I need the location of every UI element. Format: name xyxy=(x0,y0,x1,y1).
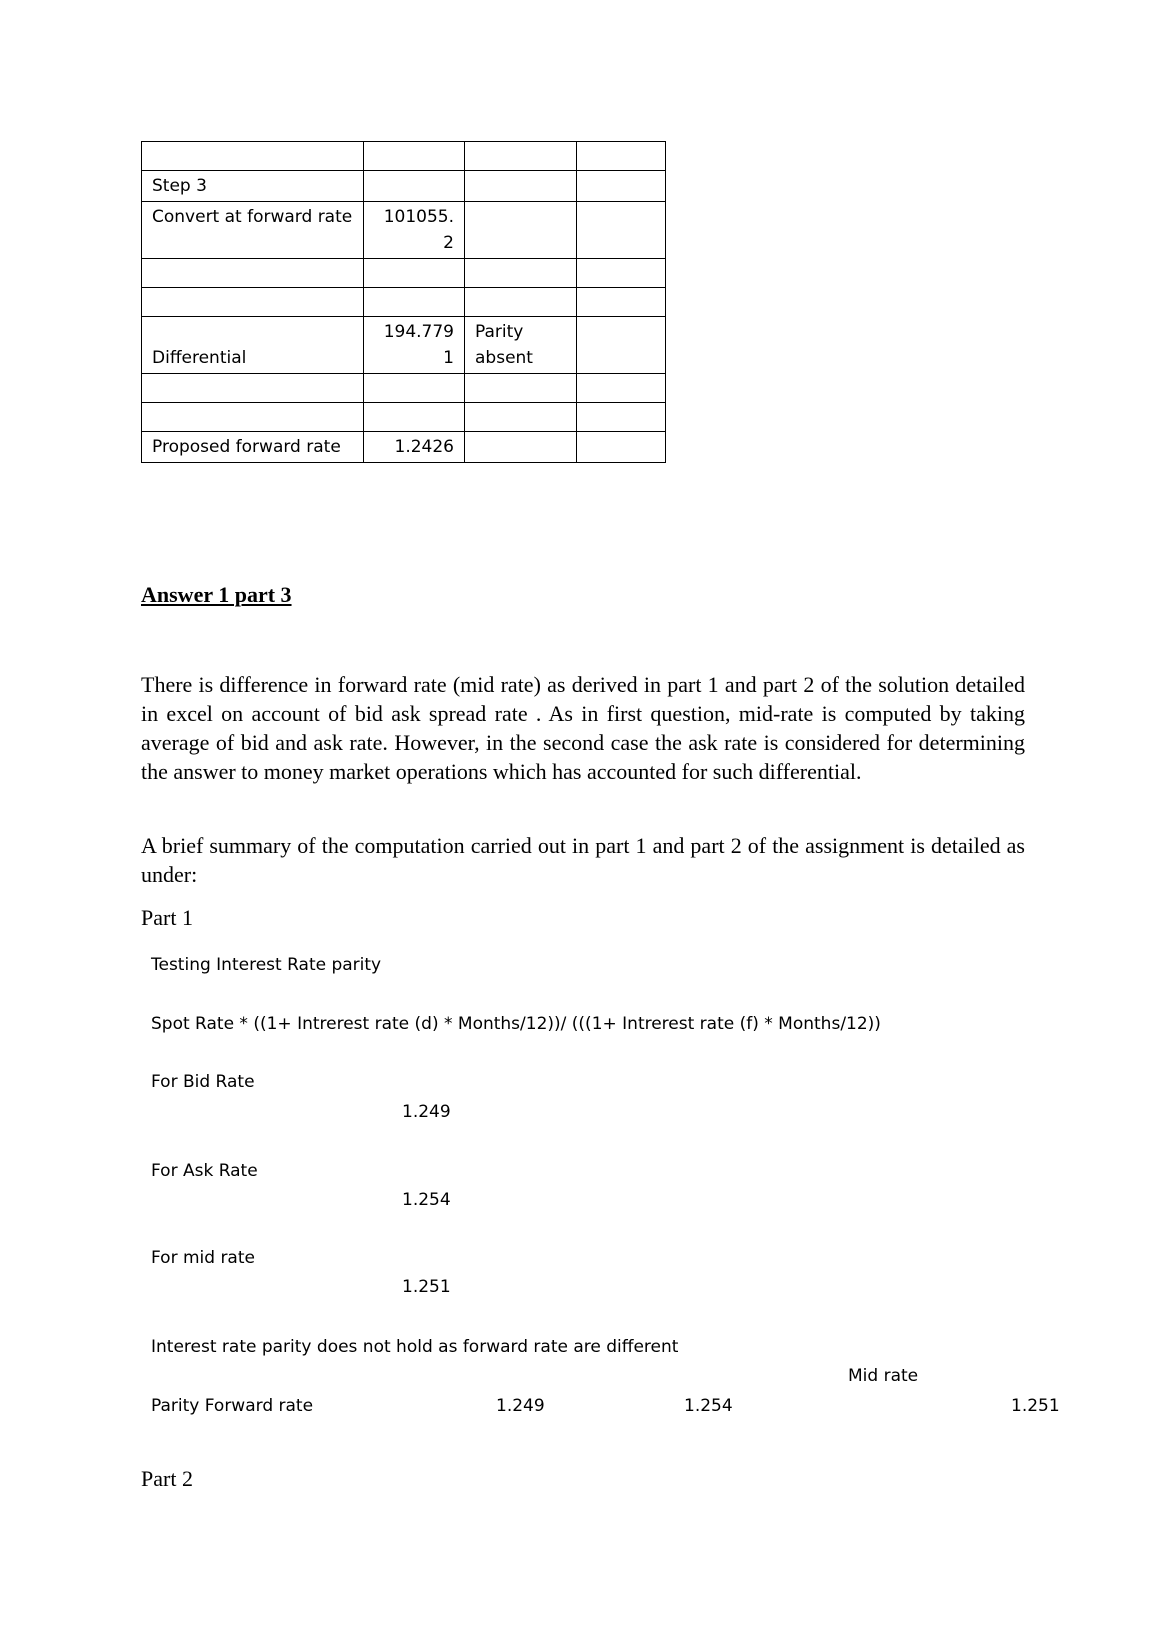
mid-rate-header: Mid rate xyxy=(848,1366,919,1386)
table-cell xyxy=(364,288,465,317)
table-row xyxy=(142,317,666,374)
table-row xyxy=(142,374,666,403)
table-cell xyxy=(364,374,465,403)
table-cell: Convert at forward rate xyxy=(142,202,364,259)
part2-label: Part 2 xyxy=(141,1466,193,1491)
table-cell xyxy=(577,403,666,432)
part1-label: Part 1 xyxy=(141,905,193,930)
table-cell: 1.2426 xyxy=(364,432,465,463)
parity-forward-mid: 1.251 xyxy=(1011,1396,1060,1416)
table-row xyxy=(142,171,666,202)
table-row xyxy=(142,202,666,259)
table-cell xyxy=(142,288,364,317)
table-cell: Parity absent xyxy=(465,317,577,374)
table-row xyxy=(142,142,666,171)
table-cell xyxy=(577,432,666,463)
mid-rate-value: 1.251 xyxy=(402,1277,451,1297)
answer-paragraph-1: There is difference in forward rate (mid rate) as derived in part 1 and part 2 of the solution detailed in excel on account of bid ask spread rate . As in first question, mid-rate is computed by taking average of bid and ask rate. However, in the second case the ask rate is considered for determining the answer to money market operations which has accounted for such differential. xyxy=(141,672,1025,784)
mid-rate-label: For mid rate xyxy=(151,1248,255,1268)
table-cell: Step 3 xyxy=(142,171,364,202)
table-row xyxy=(142,403,666,432)
table-cell xyxy=(465,403,577,432)
table-row xyxy=(142,288,666,317)
table-row xyxy=(142,259,666,288)
parity-formula: Spot Rate * ((1+ Intrerest rate (d) * Months/12))/ (((1+ Intrerest rate (f) * Months/12)) xyxy=(151,1014,881,1034)
table-cell xyxy=(142,374,364,403)
table-cell xyxy=(364,142,465,171)
table-cell xyxy=(577,374,666,403)
table-cell xyxy=(577,288,666,317)
table-cell: 101055.2 xyxy=(364,202,465,259)
table-cell xyxy=(465,288,577,317)
table-cell xyxy=(465,432,577,463)
ask-rate-label: For Ask Rate xyxy=(151,1161,258,1181)
table-cell xyxy=(465,374,577,403)
calculation-table xyxy=(141,141,666,463)
table-cell xyxy=(364,403,465,432)
table-cell xyxy=(465,142,577,171)
answer-heading: Answer 1 part 3 xyxy=(141,582,292,607)
testing-label: Testing Interest Rate parity xyxy=(151,955,382,975)
table-cell xyxy=(577,171,666,202)
table-cell xyxy=(364,259,465,288)
table-cell xyxy=(142,259,364,288)
table-cell xyxy=(577,142,666,171)
table-cell: Proposed forward rate xyxy=(142,432,364,463)
table-cell xyxy=(142,142,364,171)
table-cell: Differential xyxy=(142,317,364,374)
table-cell xyxy=(465,171,577,202)
table-cell xyxy=(142,403,364,432)
bid-rate-value: 1.249 xyxy=(402,1102,451,1122)
ask-rate-value: 1.254 xyxy=(402,1190,451,1210)
parity-forward-ask: 1.254 xyxy=(684,1396,733,1416)
answer-paragraph-2: A brief summary of the computation carried out in part 1 and part 2 of the assignment is detailed as under: xyxy=(141,833,1025,887)
table-row xyxy=(142,432,666,463)
table-cell xyxy=(577,259,666,288)
bid-rate-label: For Bid Rate xyxy=(151,1072,255,1092)
table-cell xyxy=(577,317,666,374)
table-cell xyxy=(465,259,577,288)
parity-conclusion: Interest rate parity does not hold as forward rate are different xyxy=(151,1337,679,1357)
table-cell xyxy=(364,171,465,202)
table-cell xyxy=(465,202,577,259)
parity-forward-bid: 1.249 xyxy=(496,1396,545,1416)
parity-forward-label: Parity Forward rate xyxy=(151,1396,314,1416)
table-cell: 194.7791 xyxy=(364,317,465,374)
table-cell xyxy=(577,202,666,259)
